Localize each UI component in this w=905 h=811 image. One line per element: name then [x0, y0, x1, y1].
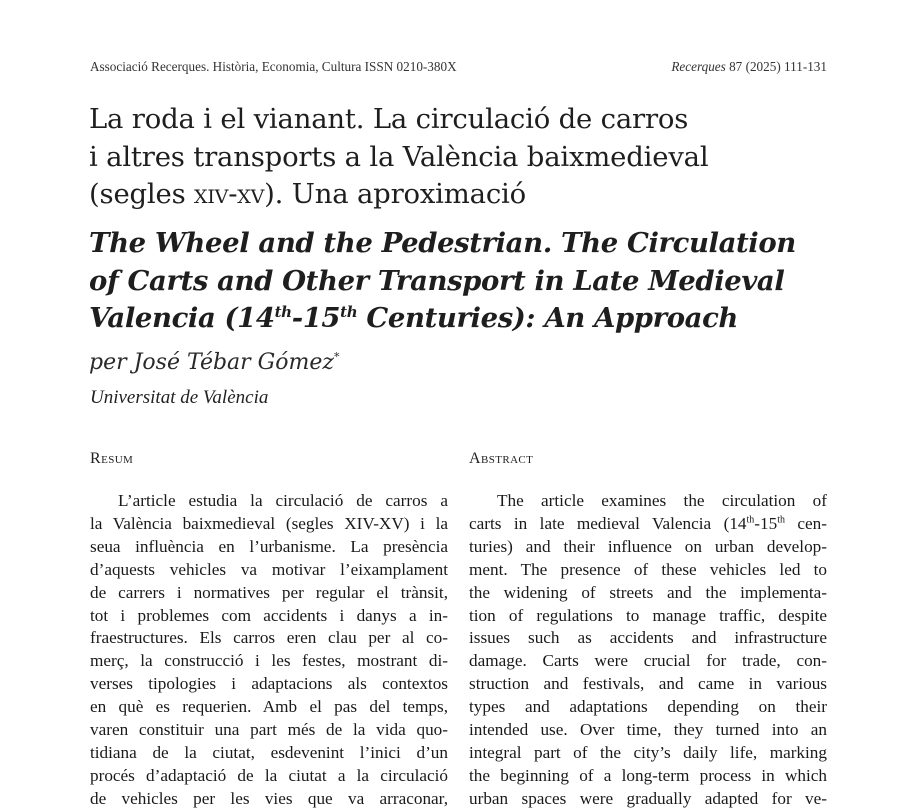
resum-heading: Resum — [90, 450, 134, 467]
text-line: merç, la construcció i les festes, mostrant di- — [90, 651, 448, 671]
title-catalan-line: i altres transports a la València baixmedieval — [89, 140, 709, 173]
text-line: L’article estudia la circulació de carros a — [118, 491, 448, 510]
text-line: verses tipologies i adaptacions als contextos — [90, 674, 448, 694]
text-line: de vehicles per les vies que va arraconar, — [90, 788, 448, 808]
title-english-line: The Wheel and the Pedestrian. The Circulation — [89, 227, 796, 259]
text-line: urban spaces were gradually adapted for ve- — [469, 788, 827, 808]
text-line: varen constituir una part més de la vida quo- — [90, 720, 448, 740]
text-line: the beginning of a long-term process in which — [469, 765, 827, 785]
century-range: xiv-xv — [194, 178, 265, 210]
title-text: Valencia (14 — [89, 302, 275, 334]
title-catalan — [89, 101, 829, 214]
title-catalan-line — [89, 176, 829, 214]
author-byline — [89, 350, 339, 375]
footnote-mark: * — [333, 350, 340, 364]
text-line: integral part of the city’s daily life, marking — [469, 742, 827, 762]
title-english — [89, 225, 829, 338]
text-line: fraestructures. Els carros eren clau per al co- — [90, 628, 448, 648]
text-line: seua influència en l’urbanisme. La presència — [90, 536, 448, 556]
text-line: d’aquests vehicles va motivar l’eixamplament — [90, 559, 448, 579]
ordinal-suffix: th — [274, 302, 292, 321]
text-line: de carrers i normatives per regular el trànsit, — [90, 582, 448, 602]
text-line: struction and festivals, and came in various — [469, 674, 827, 694]
journal-publisher-issn: Associació Recerques. Història, Economia, Cultura ISSN 0210-380X — [90, 59, 457, 74]
text-run: cen- — [785, 513, 827, 533]
title-catalan-line: La roda i el vianant. La circulació de carros — [89, 103, 689, 135]
title-english-line — [89, 300, 829, 338]
text-line: tion of regulations to manage traffic, despite — [469, 605, 827, 625]
text-line: turies) and their influence on urban develop- — [469, 536, 827, 556]
abstract-heading: Abstract — [469, 450, 534, 467]
text-line: damage. Carts were crucial for trade, con- — [469, 651, 827, 671]
abstract-column — [469, 450, 827, 811]
ordinal-suffix: th — [777, 514, 785, 526]
text-line: procés d’adaptació de la ciutat a la circulació — [90, 765, 448, 785]
author-affiliation: Universitat de València — [90, 387, 269, 408]
text-line: tot i problemes com accidents i danys a in- — [90, 605, 448, 625]
text-line: la València baixmedieval (segles XIV-XV) i la — [90, 513, 448, 533]
abstract-text — [469, 490, 827, 811]
journal-name: Recerques — [671, 59, 726, 74]
text-run: -15 — [754, 513, 778, 533]
journal-issue-pages — [671, 59, 827, 75]
title-text: -15 — [291, 302, 341, 334]
text-line: issues such as accidents and infrastructure — [469, 628, 827, 648]
title-english-line: of Carts and Other Transport in Late Medieval — [89, 264, 785, 297]
text-line: the widening of streets and the implementa- — [469, 582, 827, 602]
title-text: ). Una aproximació — [264, 178, 527, 210]
text-line: The article examines the circulation of — [497, 491, 827, 510]
text-line: ment. The presence of these vehicles led to — [469, 559, 827, 579]
author-name: per José Tébar Gómez — [89, 350, 334, 375]
text-line: tidiana de la ciutat, esdevenint l’inici d’un — [90, 742, 448, 762]
text-line: en què es requerien. Amb el pas del temps, — [90, 697, 448, 717]
issue-pages: 87 (2025) 111-131 — [725, 59, 827, 74]
text-line: intended use. Over time, they turned into an — [469, 720, 827, 740]
ordinal-suffix: th — [340, 302, 358, 321]
resum-column — [90, 450, 448, 811]
text-line: types and adaptations depending on their — [469, 697, 827, 717]
ordinal-suffix: th — [746, 514, 755, 526]
resum-text — [90, 490, 448, 811]
text-line — [469, 513, 827, 536]
text-run: carts in late medieval Valencia (14 — [469, 513, 747, 533]
title-text: (segles — [89, 178, 195, 210]
title-text: Centuries): An Approach — [357, 302, 739, 334]
